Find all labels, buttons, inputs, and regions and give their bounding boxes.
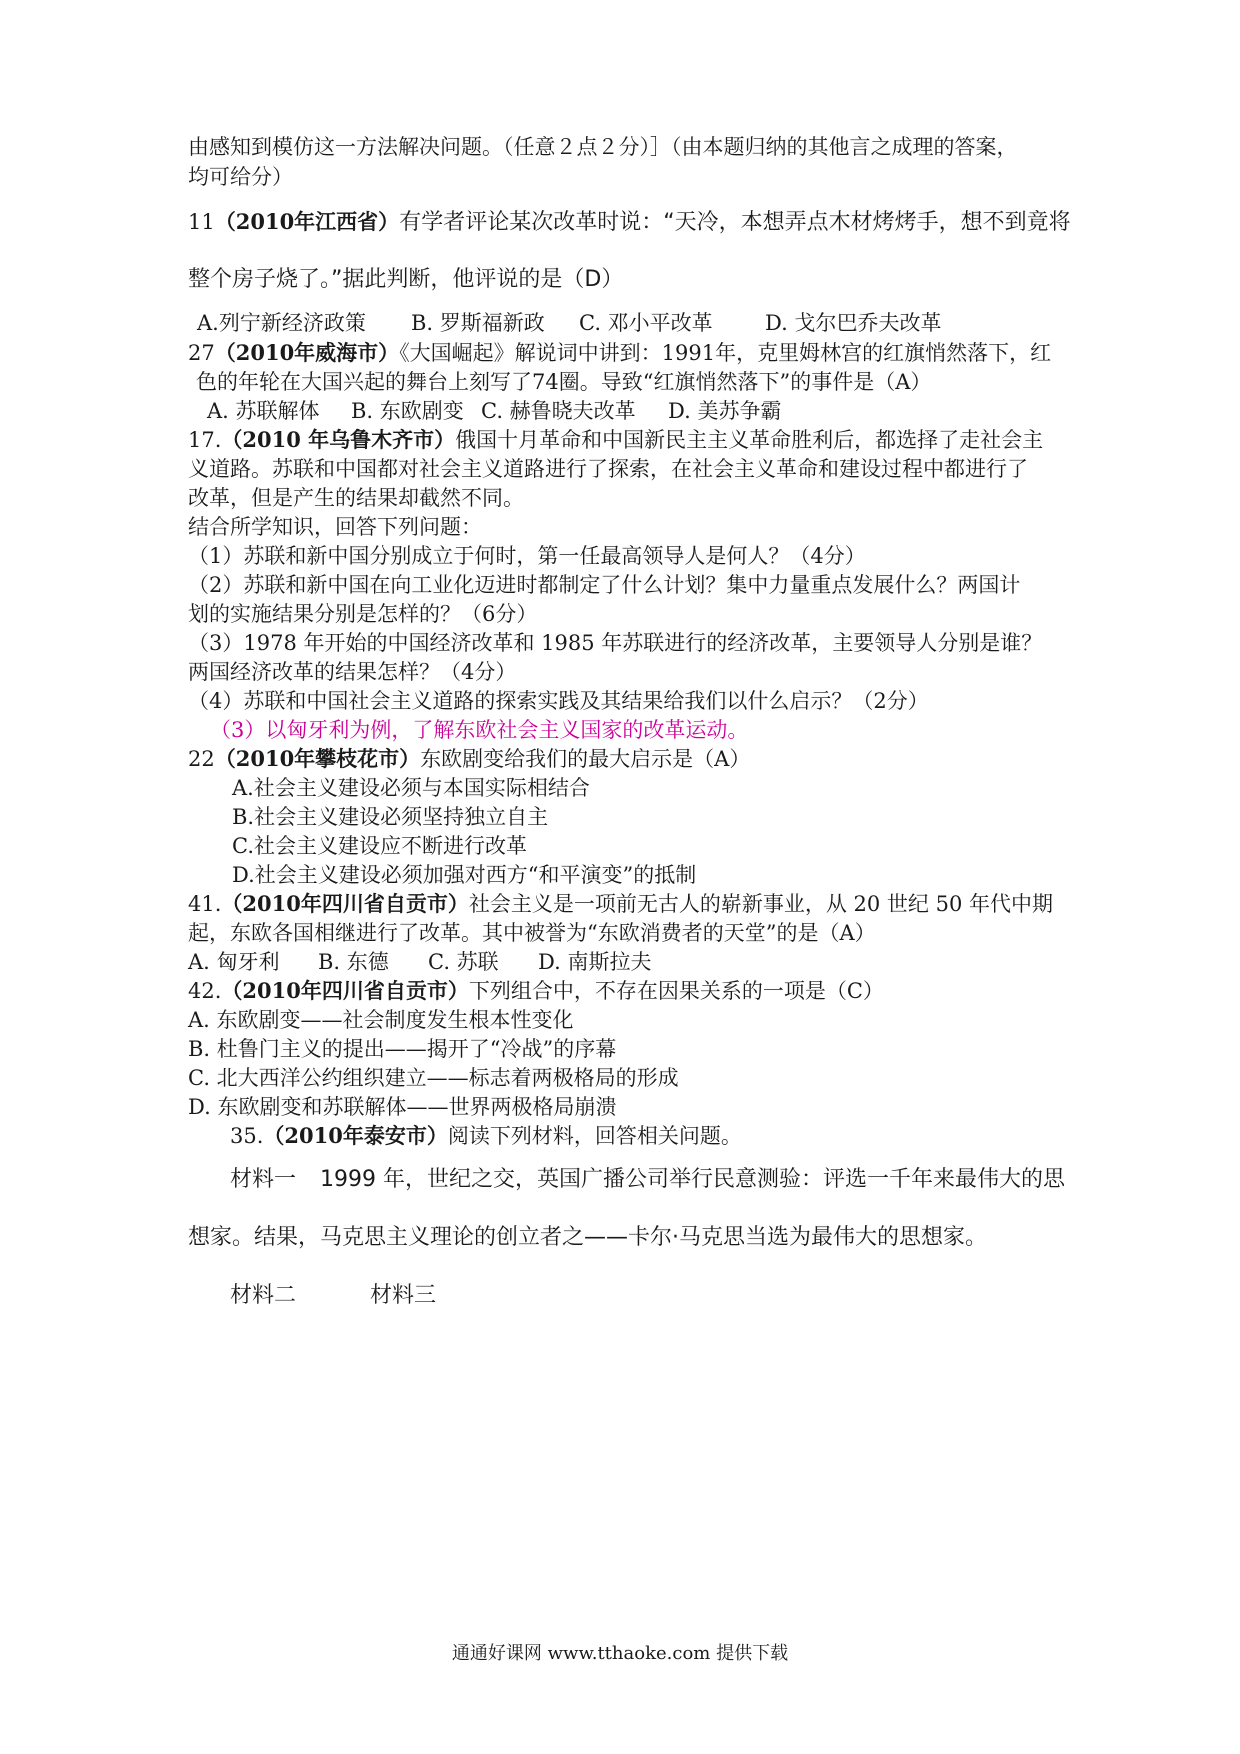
- option: A. 匈牙利: [188, 950, 280, 974]
- question-22: [188, 745, 1068, 773]
- page-footer: 通通好课网 www.tthaoke.com 提供下载: [451, 1643, 789, 1664]
- question-number: 42.: [188, 979, 222, 1003]
- question-number: 17.: [188, 428, 222, 452]
- question-source: （2010年威海市）: [214, 340, 400, 365]
- question-17: [188, 426, 1068, 454]
- section-heading: （3）以匈牙利为例，了解东欧社会主义国家的改革运动。: [210, 718, 749, 742]
- option: B. 罗斯福新政: [411, 311, 545, 335]
- sub-question: （1）苏联和新中国分别成立于何时，第一任最高领导人是何人？（4分）: [188, 544, 866, 568]
- question-text-cont: 结合所学知识，回答下列问题：: [188, 515, 482, 539]
- question-text: 下列组合中，不存在因果关系的一项是（C）: [468, 979, 884, 1003]
- question-number: 35.: [230, 1124, 264, 1148]
- question-text: 阅读下列材料，回答相关问题。: [447, 1124, 742, 1148]
- option: D. 美苏争霸: [668, 399, 782, 423]
- material-text: 1999 年，世纪之交，英国广播公司举行民意测验：评选一千年来最伟大的思: [320, 1167, 1065, 1192]
- question-source: （2010年四川省自贡市）: [221, 891, 469, 916]
- option: A. 东欧剧变——社会制度发生根本性变化: [188, 1008, 574, 1032]
- option: C. 北大西洋公约组织建立——标志着两极格局的形成: [188, 1066, 679, 1090]
- question-text: 有学者评论某次改革时说：“天冷，本想弄点木材烤烤手，想不到竟将: [399, 210, 1071, 235]
- option: A.列宁新经济政策: [197, 311, 366, 335]
- question-text-cont: 起，东欧各国相继进行了改革。其中被誉为“东欧消费者的天堂”的是（A）: [188, 921, 876, 945]
- question-11-options: [197, 309, 1077, 337]
- material-label: 材料三: [370, 1283, 437, 1308]
- question-number: 27: [188, 341, 215, 365]
- question-text-cont: 改革，但是产生的结果却截然不同。: [188, 486, 524, 510]
- question-text-cont: 色的年轮在大国兴起的舞台上刻写了74圈。导致“红旗悄然落下”的事件是（A）: [196, 370, 932, 394]
- option: D.社会主义建设必须加强对西方“和平演变”的抵制: [232, 863, 697, 887]
- question-source: （2010年攀枝花市）: [214, 746, 421, 771]
- sub-question-cont: 两国经济改革的结果怎样？（4分）: [188, 660, 517, 684]
- question-text-cont: 整个房子烧了。”据此判断，他评说的是（D）: [188, 267, 624, 292]
- option: C. 邓小平改革: [579, 311, 713, 335]
- option: C. 苏联: [428, 950, 499, 974]
- sub-question-cont: 划的实施结果分别是怎样的？（6分）: [188, 602, 538, 626]
- material-label: 材料二: [230, 1283, 297, 1308]
- option: A.社会主义建设必须与本国实际相结合: [232, 776, 590, 800]
- question-27-options: [207, 397, 1087, 425]
- question-source: （2010 年乌鲁木齐市）: [221, 427, 456, 452]
- question-text: 社会主义是一项前无古人的崭新事业，从 20 世纪 50 年代中期: [468, 892, 1054, 916]
- question-number: 22: [188, 747, 215, 771]
- option: C. 赫鲁晓夫改革: [481, 399, 636, 423]
- option: B.社会主义建设必须坚持独立自主: [232, 805, 549, 829]
- text-line: 均可给分）: [188, 165, 293, 189]
- option: D. 南斯拉夫: [538, 950, 652, 974]
- material-label: 材料一: [230, 1167, 297, 1192]
- question-11: [188, 208, 1071, 237]
- question-number: 41.: [188, 892, 222, 916]
- option: C.社会主义建设应不断进行改革: [232, 834, 527, 858]
- material-text-cont: 想家。结果，马克思主义理论的创立者之——卡尔·马克思当选为最伟大的思想家。: [188, 1225, 987, 1250]
- sub-question: （4）苏联和中国社会主义道路的探索实践及其结果给我们以什么启示？（2分）: [188, 689, 929, 713]
- option: B. 东德: [318, 950, 389, 974]
- material-one: [230, 1166, 1110, 1194]
- question-text: 东欧剧变给我们的最大启示是（A）: [420, 747, 751, 771]
- question-number: 11: [188, 210, 215, 234]
- sub-question: （3）1978 年开始的中国经济改革和 1985 年苏联进行的经济改革，主要领导人分别是谁？: [188, 631, 1043, 655]
- option: D. 东欧剧变和苏联解体——世界两极格局崩溃: [188, 1095, 617, 1119]
- question-source: （2010年四川省自贡市）: [221, 978, 469, 1003]
- question-source: （2010年江西省）: [214, 209, 400, 234]
- option: D. 戈尔巴乔夫改革: [765, 311, 942, 335]
- question-41: [188, 890, 1068, 918]
- text-line: 由感知到模仿这一方法解决问题。（任意２点２分）］（由本题归纳的其他言之成理的答案，: [188, 135, 1018, 159]
- option: A. 苏联解体: [207, 399, 320, 423]
- question-41-options: [188, 948, 1068, 976]
- question-source: （2010年泰安市）: [263, 1123, 448, 1148]
- question-text: 《大国崛起》解说词中讲到：1991年，克里姆林宫的红旗悄然落下，红: [399, 341, 1052, 365]
- question-text-cont: 义道路。苏联和中国都对社会主义道路进行了探索，在社会主义革命和建设过程中都进行了: [188, 457, 1028, 481]
- option: B. 杜鲁门主义的提出——揭开了“冷战”的序幕: [188, 1037, 617, 1061]
- option: B. 东欧剧变: [351, 399, 464, 423]
- question-42: [188, 977, 1068, 1005]
- question-text: 俄国十月革命和中国新民主主义革命胜利后，都选择了走社会主: [455, 428, 1044, 452]
- sub-question: （2）苏联和新中国在向工业化迈进时都制定了什么计划？集中力量重点发展什么？两国计: [188, 573, 1021, 597]
- material-labels: [230, 1282, 1110, 1310]
- question-27: [188, 339, 1068, 367]
- question-35: [230, 1122, 1110, 1150]
